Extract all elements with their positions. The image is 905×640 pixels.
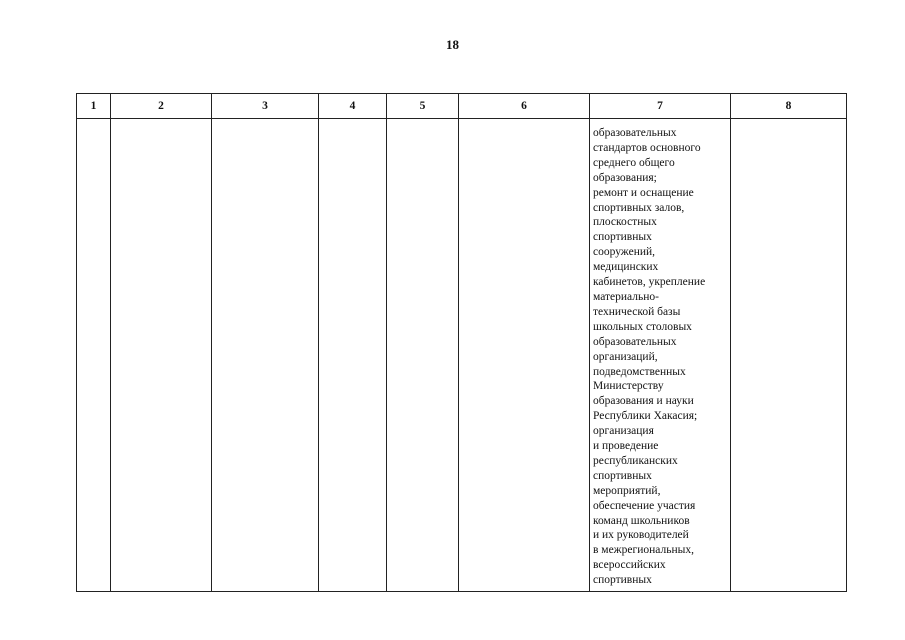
table-cell-col3 <box>212 119 319 592</box>
cell-text-line: всероссийских <box>593 559 666 572</box>
cell-text-line: образовательных <box>593 127 677 139</box>
cell-text-line: стандартов основного <box>593 141 701 154</box>
cell-text-line: Министерству <box>593 380 664 393</box>
table-header-row <box>77 94 847 119</box>
cell-text-line: республиканских <box>593 454 678 467</box>
cell-text-line: технической базы <box>593 305 681 318</box>
column-header-6: 6 <box>459 94 590 119</box>
cell-text-line: ремонт и оснащение <box>593 186 694 199</box>
cell-text-line: плоскостных <box>593 216 657 229</box>
cell-text-line: школьных столовых <box>593 320 692 333</box>
cell-text-line: среднего общего <box>593 156 675 169</box>
cell-text-line: образования и науки <box>593 395 694 408</box>
cell-text-line: подведомственных <box>593 365 686 378</box>
column-header-4: 4 <box>319 94 387 119</box>
cell-text-line: и их руководителей <box>593 529 689 542</box>
table-cell-col8 <box>731 119 847 592</box>
table-cell-col6 <box>459 119 590 592</box>
column-header-2: 2 <box>111 94 212 119</box>
page-number: 18 <box>446 37 459 52</box>
cell-text-line: мероприятий, <box>593 484 661 497</box>
cell-text-line: организация <box>593 425 654 438</box>
column-header-3: 3 <box>212 94 319 119</box>
cell-text-line: спортивных залов, <box>593 201 685 214</box>
cell-text-line: сооружений, <box>593 246 656 259</box>
cell-text-line: спортивных <box>593 574 652 587</box>
cell-text-line: образовательных <box>593 335 677 348</box>
cell-text-line: обеспечение участия <box>593 499 696 512</box>
table-cell-col2 <box>111 119 212 592</box>
cell-text-line: организаций, <box>593 350 658 363</box>
table-cell-col4 <box>319 119 387 592</box>
cell-text-line: кабинетов, укрепление <box>593 276 706 289</box>
cell-text-line: спортивных <box>593 469 652 482</box>
cell-text-line: спортивных <box>593 231 652 244</box>
column-header-5: 5 <box>387 94 459 119</box>
cell-text-line: образования; <box>593 171 657 184</box>
column-header-8: 8 <box>731 94 847 119</box>
cell-text-line: Республики Хакасия; <box>593 410 698 423</box>
cell-text-line: медицинских <box>593 261 659 274</box>
table-cell-col7 <box>590 119 731 592</box>
column-header-7: 7 <box>590 94 731 119</box>
column-header-1: 1 <box>77 94 111 119</box>
document-table <box>76 93 847 592</box>
cell-text-line: материально- <box>593 290 659 303</box>
cell-text-line: команд школьников <box>593 514 690 527</box>
table-row <box>77 119 847 592</box>
table-cell-col1 <box>77 119 111 592</box>
table-cell-col5 <box>387 119 459 592</box>
cell-text-line: в межрегиональных, <box>593 544 694 557</box>
cell-text-col7 <box>590 119 730 588</box>
cell-text-line: и проведение <box>593 440 659 453</box>
